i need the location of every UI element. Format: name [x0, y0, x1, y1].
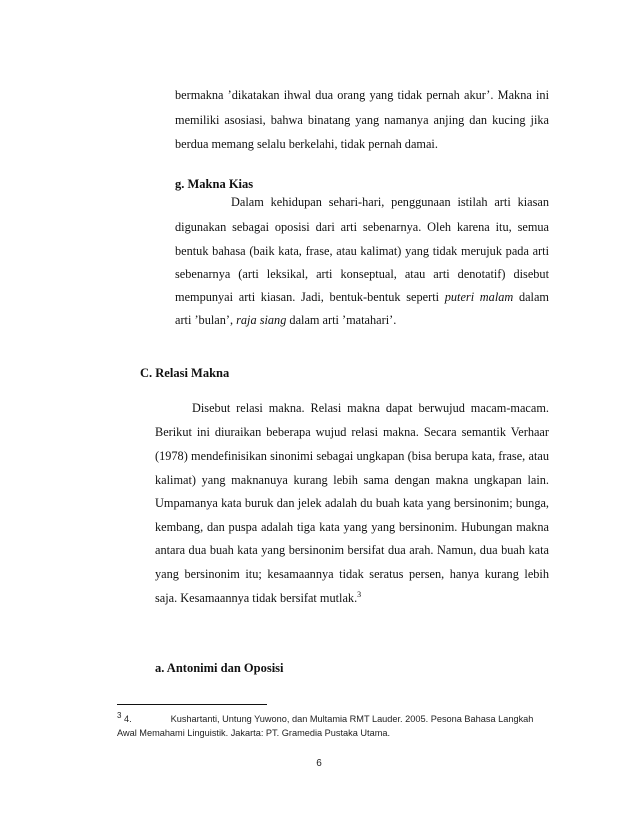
italic-term: raja siang [236, 313, 287, 327]
footnote-number: 4. [124, 714, 132, 724]
paragraph-line [175, 312, 396, 328]
subheading-antonimi-oposisi: a. Antonimi dan Oposisi [155, 661, 284, 675]
footnote-line [117, 710, 534, 725]
paragraph-line: kembang, dan puspa adalah tiga kata yang yang bersinonim. Hubungan makna [155, 520, 549, 534]
footnote-separator [117, 704, 267, 705]
paragraph-line: digunakan sebagai oposisi dari arti sebenarnya. Oleh karena itu, semua [175, 220, 549, 234]
paragraph-line: Disebut relasi makna. Relasi makna dapat berwujud macam-macam. [192, 401, 549, 415]
footnote-line: Awal Memahami Linguistik. Jakarta: PT. Gramedia Pustaka Utama. [117, 728, 391, 738]
paragraph-line: Berikut ini diuraikan beberapa wujud relasi makna. Secara semantik Verhaar [155, 425, 549, 439]
paragraph-line: berdua memang selalu berkelahi, tidak pernah damai. [175, 137, 438, 151]
text-run: saja. Kesamaannya tidak bersifat mutlak. [155, 591, 358, 605]
text-run: arti ’bulan’, [175, 313, 237, 327]
section-heading-relasi-makna: C. Relasi Makna [140, 366, 230, 380]
paragraph-line: bentuk bahasa (baik kata, frase, atau kalimat) yang tidak merujuk pada arti [175, 244, 549, 258]
text-run: mempunyai arti kiasan. Jadi, bentuk-bentuk seperti [175, 290, 445, 304]
footnote-reference: 3 [357, 589, 362, 599]
paragraph-line: antara dua buah kata yang bersinonim bersifat dua arah. Namun, dua buah kata [155, 543, 549, 557]
paragraph-line: sebenarnya (arti leksikal, arti konseptual, atau arti denotatif) disebut [175, 267, 549, 281]
paragraph-line: bermakna ’dikatakan ihwal dua orang yang tidak pernah akur’. Makna ini [175, 88, 549, 102]
italic-term: puteri malam [444, 290, 514, 304]
text-run: dalam arti ’matahari’. [286, 313, 397, 327]
paragraph-line: (1978) mendefinisikan sinonimi sebagai ungkapan (bisa berupa kata, frase, atau [155, 449, 549, 463]
subheading-makna-kias: g. Makna Kias [175, 177, 254, 191]
paragraph-line [155, 590, 361, 606]
paragraph-line [175, 289, 549, 305]
text-run: dalam [513, 290, 549, 304]
paragraph-line: yang bersinonim itu; kesamaannya tidak seratus persen, hanya kurang lebih [155, 567, 549, 581]
paragraph-line: Dalam kehidupan sehari-hari, penggunaan istilah arti kiasan [231, 195, 549, 209]
footnote-text: Kushartanti, Untung Yuwono, dan Multamia RMT Lauder. 2005. Pesona Bahasa Langkah [170, 714, 534, 724]
paragraph-line: Umpamanya kata buruk dan jelek adalah du buah kata yang bersinonim; bunga, [155, 496, 549, 510]
paragraph-line: memiliki asosiasi, bahwa binatang yang namanya anjing dan kucing jika [175, 113, 549, 127]
page-number: 6 [316, 758, 322, 769]
paragraph-line: kalimat) yang maknanuya kurang lebih sama dengan makna ungkapan lain. [155, 473, 549, 487]
footnote-marker: 3 [117, 710, 122, 720]
